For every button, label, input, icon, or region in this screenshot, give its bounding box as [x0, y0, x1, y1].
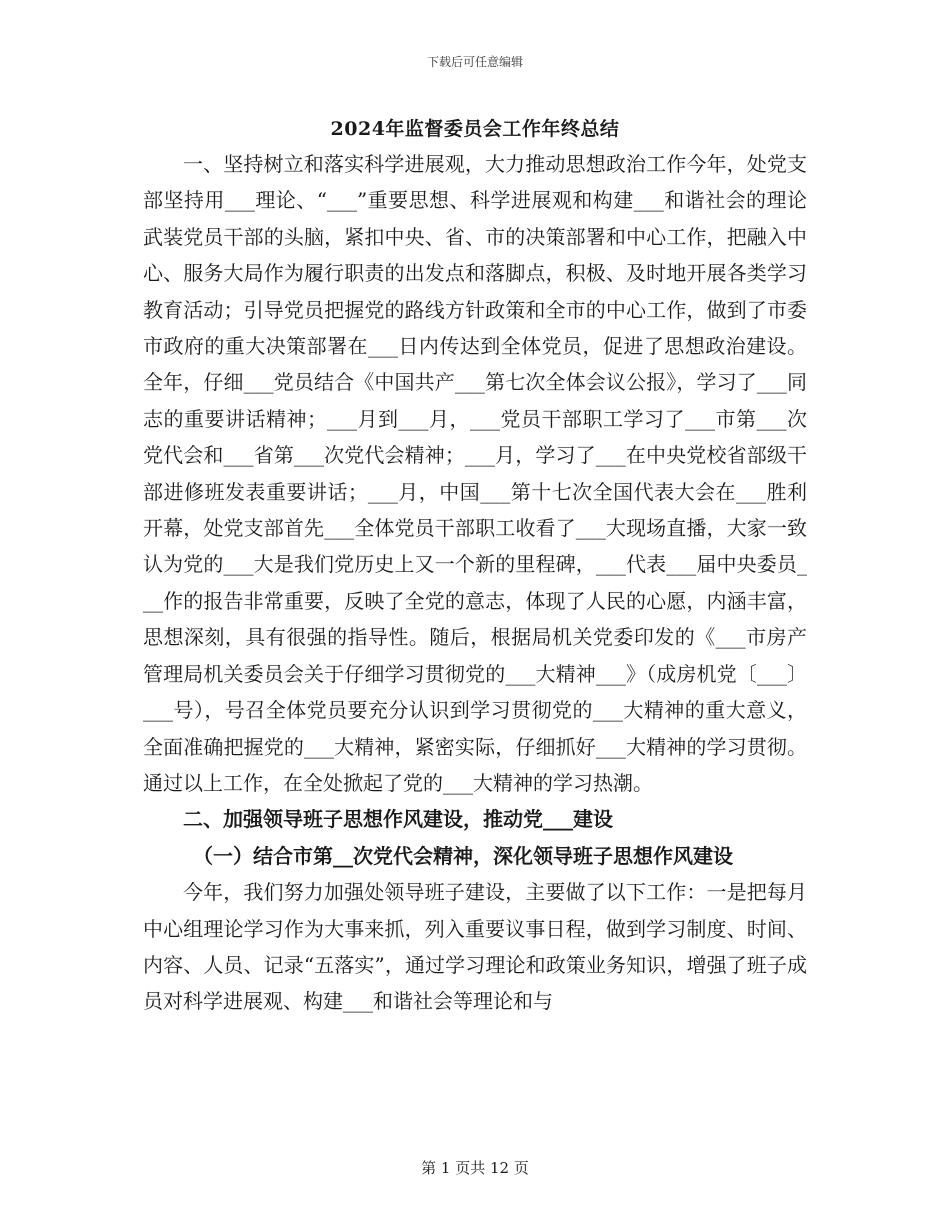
paragraph-2: 今年，我们努力加强处领导班子建设，主要做了以下工作：一是把每月中心组理论学习作为大事来抓，列入重要议事日程，做到学习制度、时间、内容、人员、记录“五落实”，通过学习理论和政策业务知识，增强了班子成员对科学进展观、构建___和谐社会等理论和与 [143, 880, 807, 1014]
page-number: 第 1 页共 12 页 [421, 1159, 529, 1177]
subsection-heading-2-1: （一）结合市第__次党代会精神，深化领导班子思想作风建设 [193, 843, 733, 868]
section-heading-2: 二、加强领导班子思想作风建设，推动党___建设 [183, 807, 613, 832]
document-title: 2024年监督委员会工作年终总结 [330, 118, 620, 140]
header-note: 下载后可任意编辑 [426, 55, 523, 69]
document-body [143, 146, 807, 1020]
paragraph-1: 一、坚持树立和落实科学进展观，大力推动思想政治工作今年，处党支部坚持用___理论、“___”重要思想、科学进展观和构建___和谐社会的理论武装党员干部的头脑，紧扣中央、省、市的决策部署和中心工作，把融入中心、服务大局作为履行职责的出发点和落脚点，积极、及时地开展各类学习教育活动；引导党员把握党的路线方针政策和全市的中心工作，做到了市委市政府的重大决策部署在___日内传达到全体党员，促进了思想政治建设。全年，仔细___党员结合《中国共产___第七次全体会议公报》，学习了___同志的重要讲话精神；___月到___月，___党员干部职工学习了___市第___次党代会和___省第___次党代会精神；___月，学习了___在中央党校省部级干部进修班发表重要讲话；___月，中国___第十七次全国代表大会在___胜利开幕，处党支部首先___全体党员干部职工收看了___大现场直播，大家一致认为党的___大是我们党历史上又一个新的里程碑，___代表___届中央委员___作的报告非常重要，反映了全党的意志，体现了人民的心愿，内涵丰富，思想深刻，具有很强的指导性。随后，根据局机关党委印发的《___市房产管理局机关委员会关于仔细学习贯彻党的___大精神___》（成房机党〔___〕___号），号召全体党员要充分认识到学习贯彻党的___大精神的重大意义，全面准确把握党的___大精神，紧密实际，仔细抓好___大精神的学习贯彻。通过以上工作，在全处掀起了党的___大精神的学习热潮。 [143, 152, 807, 795]
